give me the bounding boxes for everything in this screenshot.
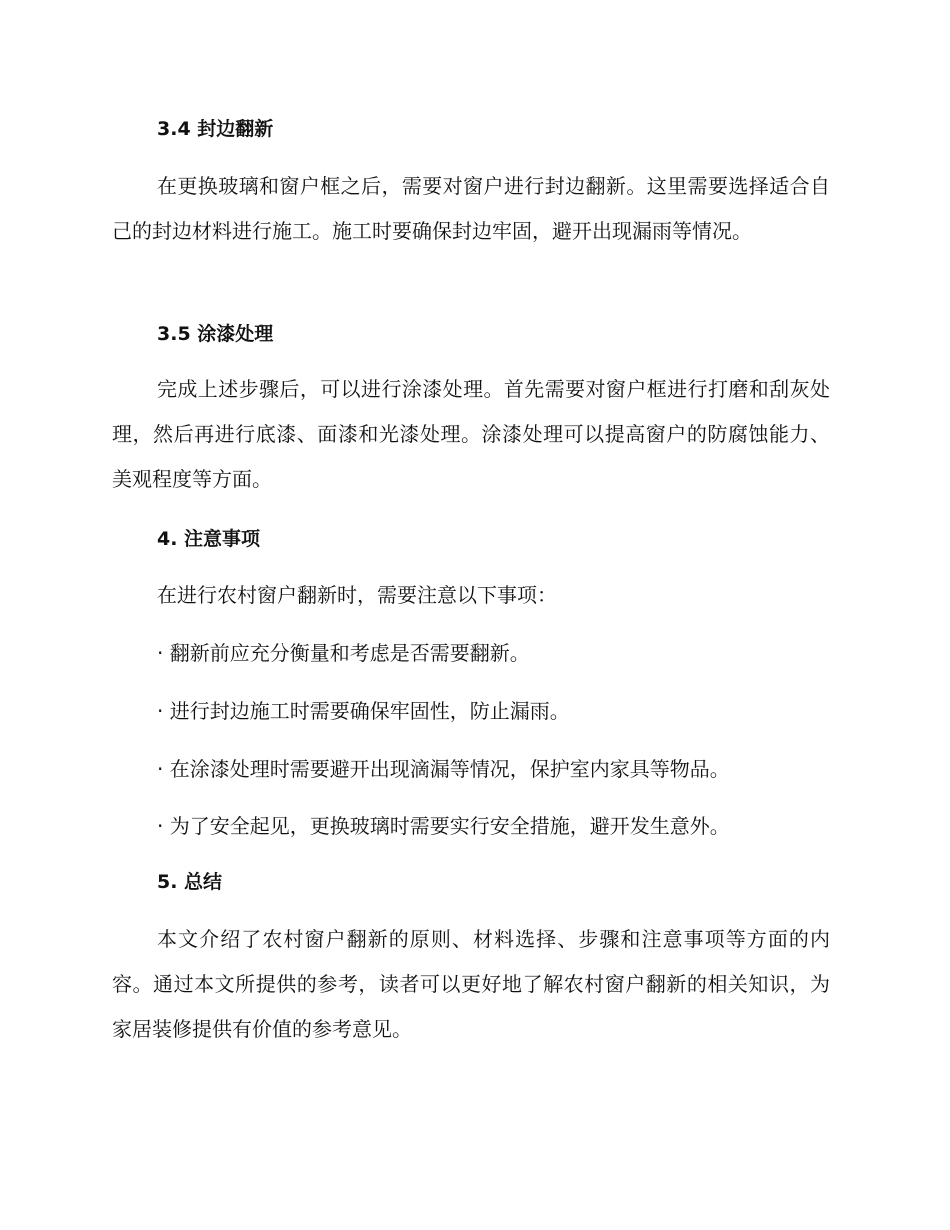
section-intro-4: 在进行农村窗户翻新时，需要注意以下事项： — [157, 583, 557, 607]
list-item: · 翻新前应充分衡量和考虑是否需要翻新。 — [157, 641, 530, 665]
list-item: · 为了安全起见，更换玻璃时需要实行安全措施，避开发生意外。 — [157, 814, 730, 838]
section-body-3-4: 在更换玻璃和窗户框之后，需要对窗户进行封边翻新。这里需要选择适合自己的封边材料进行施工。施工时要确保封边牢固，避开出现漏雨等情况。 — [112, 174, 830, 243]
list-item: · 进行封边施工时需要确保牢固性，防止漏雨。 — [157, 699, 570, 723]
list-item: · 在涂漆处理时需要避开出现滴漏等情况，保护室内家具等物品。 — [157, 757, 730, 781]
section-heading-3-5: 3.5 涂漆处理 — [157, 323, 274, 345]
section-heading-5: 5. 总结 — [157, 871, 223, 893]
section-body-3-5: 完成上述步骤后，可以进行涂漆处理。首先需要对窗户框进行打磨和刮灰处理，然后再进行底漆、面漆和光漆处理。涂漆处理可以提高窗户的防腐蚀能力、美观程度等方面。 — [112, 377, 830, 491]
section-heading-4: 4. 注意事项 — [157, 528, 261, 550]
section-body-5: 本文介绍了农村窗户翻新的原则、材料选择、步骤和注意事项等方面的内容。通过本文所提供的参考，读者可以更好地了解农村窗户翻新的相关知识，为家居装修提供有价值的参考意见。 — [112, 927, 830, 1041]
section-heading-3-4: 3.4 封边翻新 — [157, 118, 274, 140]
